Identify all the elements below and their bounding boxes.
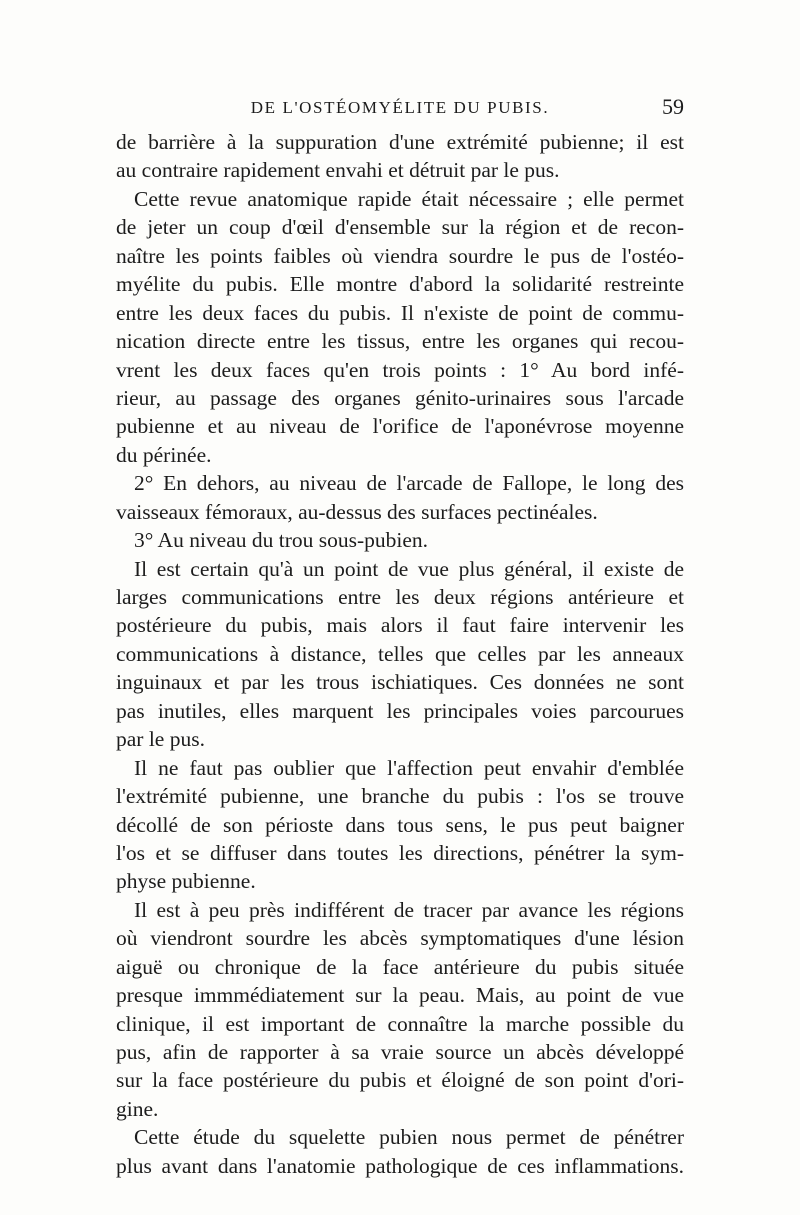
text-line: 3° Au niveau du trou sous-pubien. xyxy=(134,528,429,553)
text-line: décollé de son périoste dans tous sens, le pus peut baigner xyxy=(116,812,684,837)
text-line: entre les deux faces du pubis. Il n'existe de point de commu- xyxy=(116,300,684,325)
text-line: l'os et se diffuser dans toutes les directions, pénétrer la sym- xyxy=(116,840,684,865)
text-line: inguinaux et par les trous ischiatiques. Ces données ne sont xyxy=(116,670,684,695)
text-line: Il ne faut pas oublier que l'affection peut envahir d'emblée xyxy=(134,755,684,780)
text-line: vrent les deux faces qu'en trois points : 1° Au bord infé- xyxy=(116,357,684,382)
text-line: Cette étude du squelette pubien nous permet de pénétrer xyxy=(134,1125,684,1150)
text-line: physe pubienne. xyxy=(116,869,256,894)
text-line: plus avant dans l'anatomie pathologique de ces inflammations. xyxy=(116,1153,684,1178)
text-line: rieur, au passage des organes génito-urinaires sous l'arcade xyxy=(116,385,684,410)
text-line: presque immmédiatement sur la peau. Mais, au point de vue xyxy=(116,983,684,1008)
text-line: Cette revue anatomique rapide était nécessaire ; elle permet xyxy=(134,186,684,211)
text-line: par le pus. xyxy=(116,727,205,752)
text-line: myélite du pubis. Elle montre d'abord la solidarité restreinte xyxy=(116,272,684,297)
text-line: pas inutiles, elles marquent les principales voies parcourues xyxy=(116,698,684,723)
text-line: l'extrémité pubienne, une branche du pubis : l'os se trouve xyxy=(116,784,684,809)
text-line: où viendront sourdre les abcès symptomatiques d'une lésion xyxy=(116,926,684,951)
text-line: vaisseaux fémoraux, au-dessus des surfaces pectinéales. xyxy=(116,499,598,524)
page-number: 59 xyxy=(662,94,684,119)
running-title: DE L'OSTÉOMYÉLITE DU PUBIS. xyxy=(250,98,550,117)
text-line: 2° En dehors, au niveau de l'arcade de Fallope, le long des xyxy=(134,471,684,496)
text-line: naître les points faibles où viendra sourdre le pus de l'ostéo- xyxy=(116,243,684,268)
text-line: communications à distance, telles que celles par les anneaux xyxy=(116,641,684,666)
text-line: clinique, il est important de connaître la marche possible du xyxy=(116,1011,684,1036)
body-text xyxy=(116,128,684,1180)
text-line: aiguë ou chronique de la face antérieure du pubis située xyxy=(116,954,684,979)
text-line: de jeter un coup d'œil d'ensemble sur la région et de recon- xyxy=(116,215,684,240)
text-line: de barrière à la suppuration d'une extrémité pubienne; il est xyxy=(116,130,684,154)
text-line: Il est certain qu'à un point de vue plus général, il existe de xyxy=(134,556,684,581)
text-line: postérieure du pubis, mais alors il faut faire intervenir les xyxy=(116,613,684,638)
text-line: larges communications entre les deux régions antérieure et xyxy=(116,585,684,609)
text-line: du périnée. xyxy=(116,442,212,467)
text-line: gine. xyxy=(116,1096,159,1121)
text-line: Il est à peu près indifférent de tracer par avance les régions xyxy=(134,897,684,922)
text-line: au contraire rapidement envahi et détruit par le pus. xyxy=(116,158,560,183)
text-line: sur la face postérieure du pubis et éloigné de son point d'ori- xyxy=(116,1068,684,1093)
text-line: nication directe entre les tissus, entre les organes qui recou- xyxy=(116,329,684,354)
text-line: pubienne et au niveau de l'orifice de l'aponévrose moyenne xyxy=(116,414,684,439)
running-head xyxy=(116,94,684,124)
text-line: pus, afin de rapporter à sa vraie source un abcès développé xyxy=(116,1040,684,1064)
